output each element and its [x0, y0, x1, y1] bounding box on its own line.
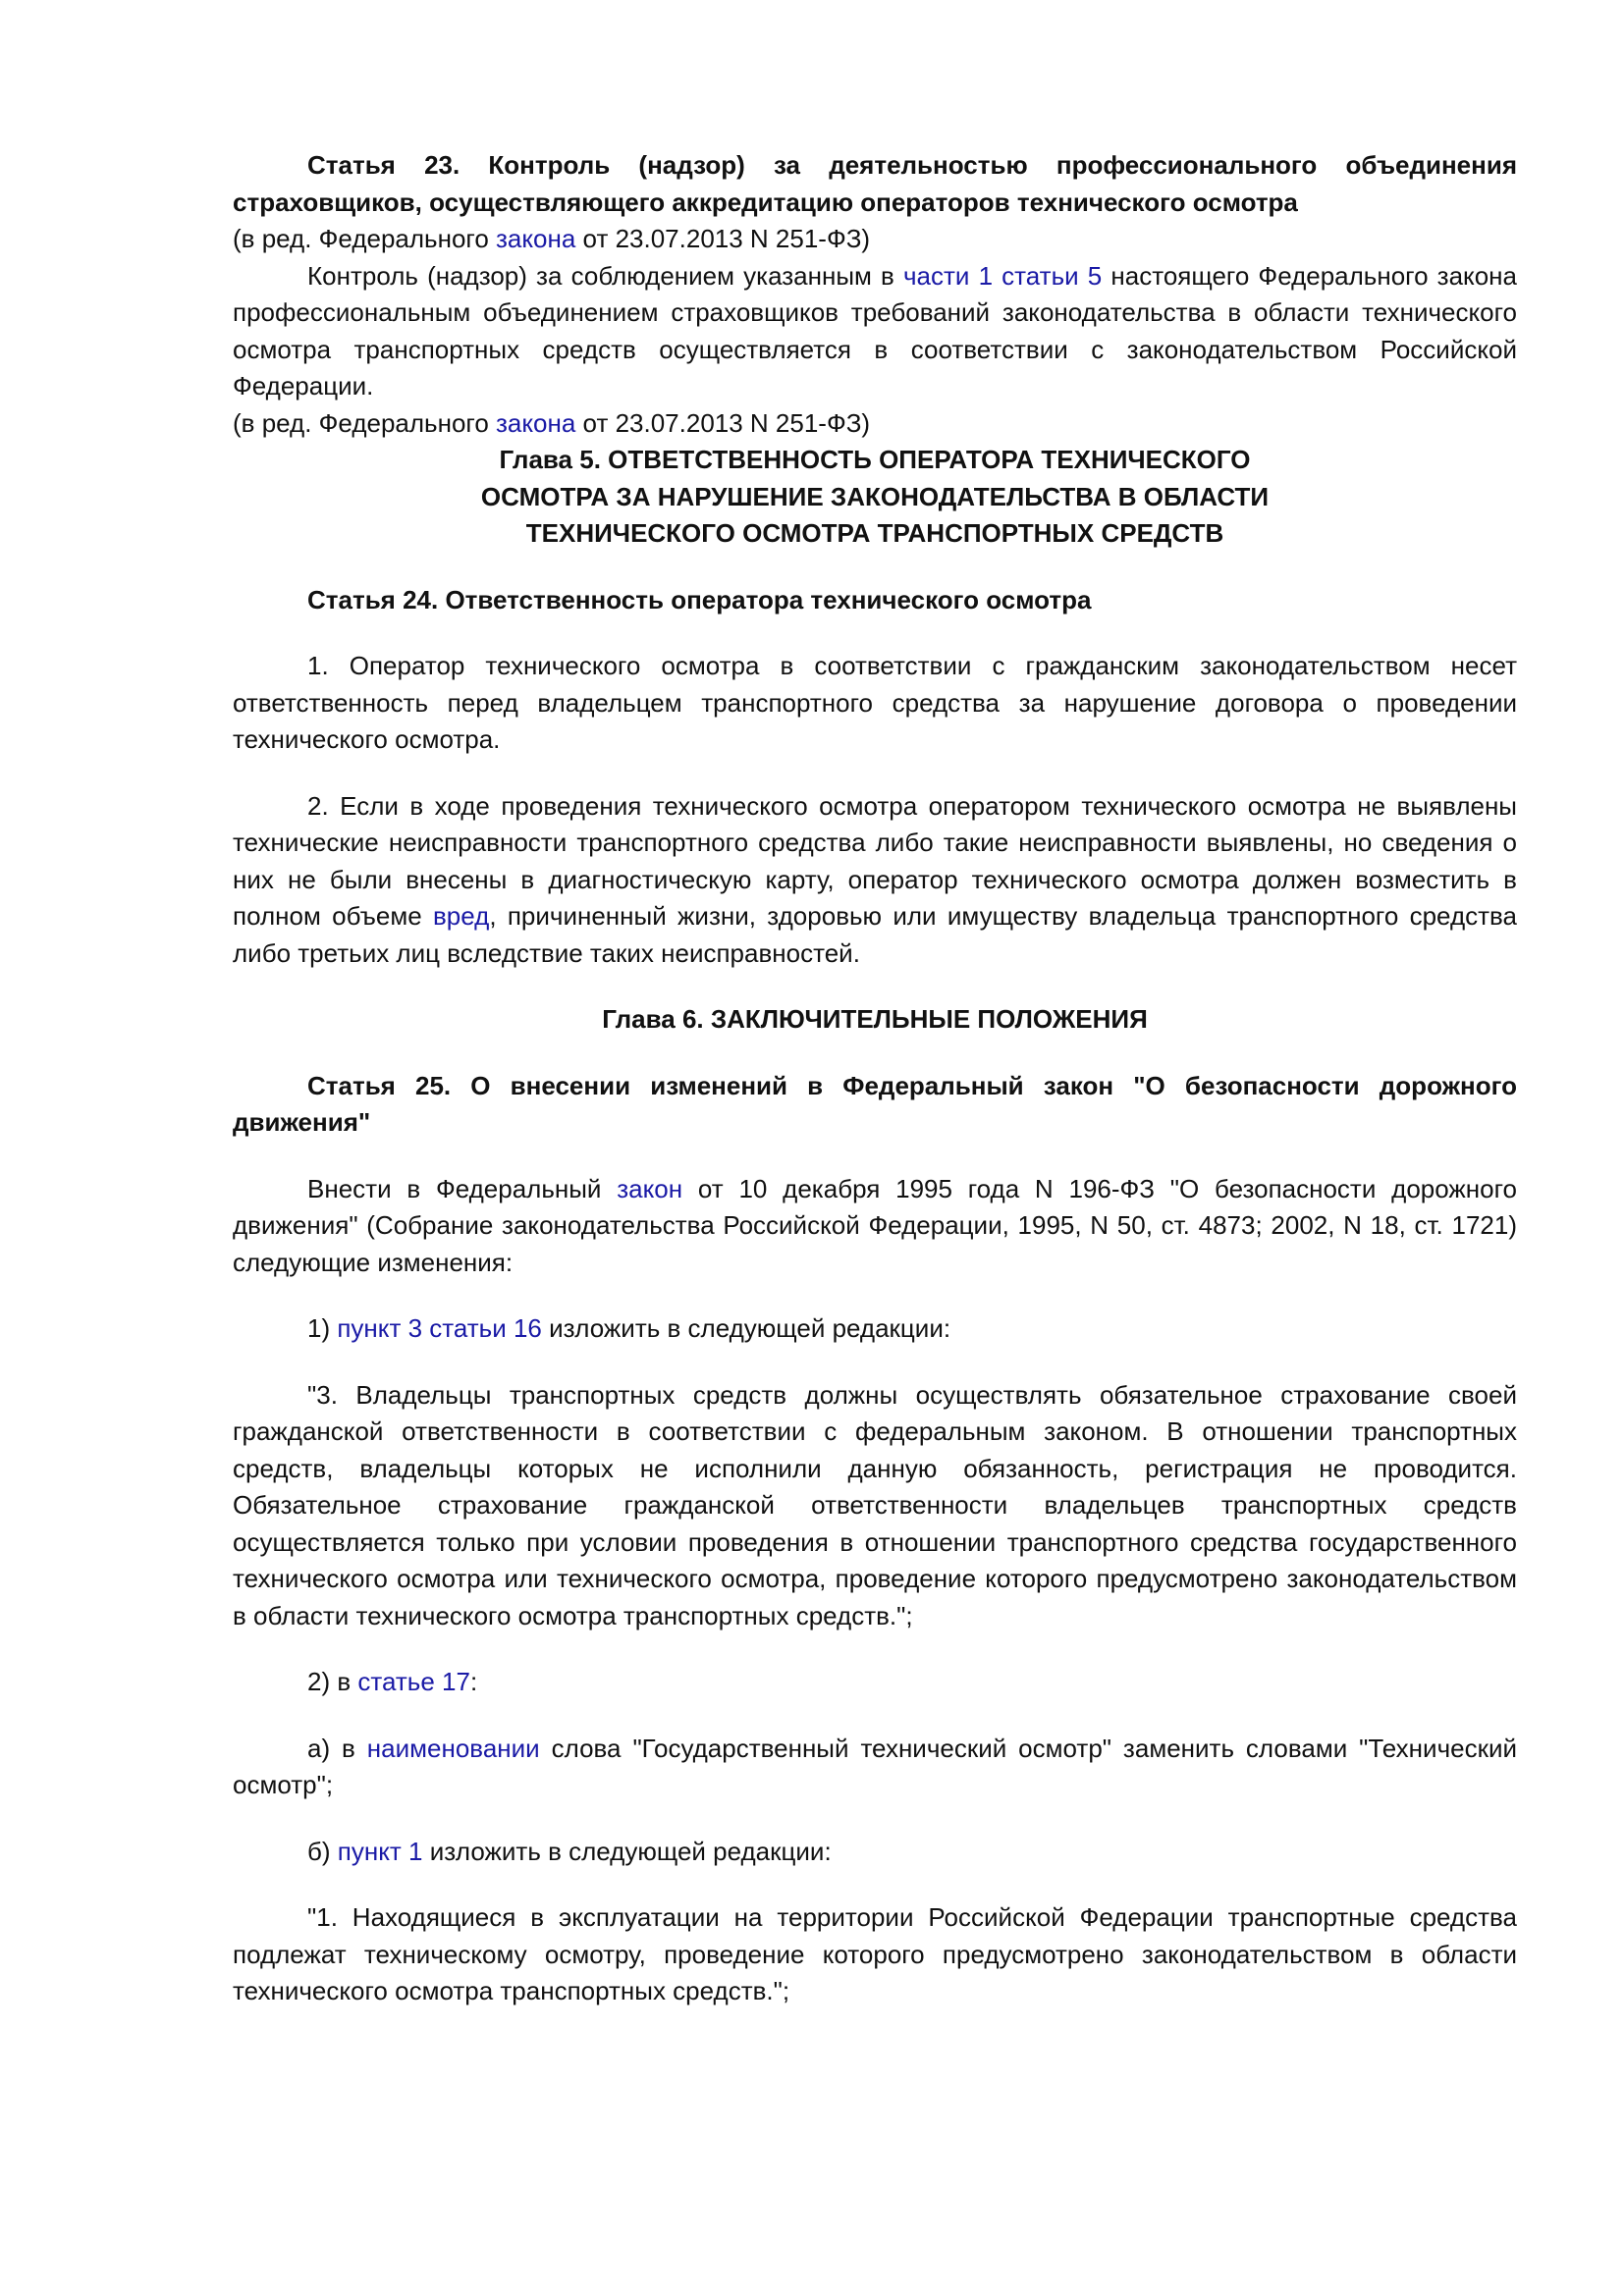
- article-23-title: Статья 23. Контроль (надзор) за деятельностью профессионального объединения страховщиков, осуществляющего аккредитацию операторов технического осмотра: [233, 150, 1517, 217]
- law-link[interactable]: закона: [496, 224, 576, 253]
- law-link[interactable]: закона: [496, 407, 576, 438]
- harm-link[interactable]: вред: [432, 901, 490, 931]
- article-24-paragraph-1: 1. Оператор технического осмотра в соответствии с гражданским законодательством несет ответственность перед владельцем транспортного средства за нарушение договора о проведении технического осмотра.: [233, 651, 1517, 754]
- title-link[interactable]: наименовании: [366, 1733, 540, 1763]
- chapter-5-line-1: Глава 5. ОТВЕТСТВЕННОСТЬ ОПЕРАТОРА ТЕХНИЧЕСКОГО: [499, 445, 1251, 474]
- quote-1: "3. Владельцы транспортных средств должны осуществлять обязательное страхование своей гражданской ответственности в соответствии с федеральным законом. В отношении транспортных средств, владельцы которых не исполнили данную обязанность, регистрация не проводится. Обязательное страхование гражданской ответственности владельцев транспортных средств осуществляется только при условии проведения в отношении транспортного средства государственного технического осмотра или технического осмотра, проведение которого предусмотрено законодательством в области технического осмотра транспортных средств.";: [233, 1379, 1517, 1630]
- article-25-intro: Внести в Федеральный закон от 10 декабря 1995 года N 196-ФЗ "О безопасности дорожного движения" (Собрание законодательства Российской Федерации, 1995, N 50, ст. 4873; 2002, N 18, ст. 1721) следующие изменения:: [233, 1173, 1517, 1277]
- chapter-5-line-2: ОСМОТРА ЗА НАРУШЕНИЕ ЗАКОНОДАТЕЛЬСТВА В ОБЛАСТИ: [480, 481, 1270, 511]
- federal-law-link[interactable]: закон: [617, 1173, 683, 1203]
- quote-2: "1. Находящиеся в эксплуатации на территории Российской Федерации транспортные средства подлежат техническому осмотру, проведение которого предусмотрено законодательством в области технического осмотра транспортных средств.";: [233, 1902, 1517, 2005]
- point-1-link[interactable]: пункт 1: [337, 1836, 423, 1866]
- chapter-5-line-3: ТЕХНИЧЕСКОГО ОСМОТРА ТРАНСПОРТНЫХ СРЕДСТВ: [525, 518, 1224, 548]
- article-24-paragraph-2: 2. Если в ходе проведения технического осмотра оператором технического осмотра не выявлены технические неисправности транспортного средства либо такие неисправности выявлены, но сведения о них не были внесены в диагностическую карту, оператор технического осмотра должен возместить в полном объеме вред, причиненный жизни, здоровью или имуществу владельца транспортного средства либо третьих лиц вследствие таких неисправностей.: [233, 790, 1518, 968]
- point-3-article-16-link[interactable]: пункт 3 статьи 16: [337, 1313, 542, 1343]
- article-17-link[interactable]: статье 17: [357, 1667, 470, 1696]
- document-page: [233, 147, 1517, 2010]
- item-2a: а) в наименовании слова "Государственный технический осмотр" заменить словами "Технический осмотр";: [233, 1733, 1517, 1799]
- part-1-article-5-link[interactable]: части 1 статьи 5: [903, 260, 1103, 291]
- article-25-title: Статья 25. О внесении изменений в Федеральный закон "О безопасности дорожного движения": [233, 1070, 1517, 1137]
- amendment-note: (в ред. Федерального закона от 23.07.2013 N 251-ФЗ): [233, 407, 871, 438]
- article-24-title: Статья 24. Ответственность оператора технического осмотра: [307, 584, 1092, 614]
- chapter-5-heading: [233, 442, 1517, 553]
- item-1: 1) пункт 3 статьи 16 изложить в следующей редакции:: [307, 1313, 951, 1343]
- item-2: 2) в статье 17:: [307, 1667, 478, 1696]
- item-2b: б) пункт 1 изложить в следующей редакции:: [307, 1836, 832, 1866]
- amendment-note: (в ред. Федерального закона от 23.07.2013 N 251-ФЗ): [233, 224, 871, 253]
- chapter-6-heading: Глава 6. ЗАКЛЮЧИТЕЛЬНЫЕ ПОЛОЖЕНИЯ: [602, 1004, 1148, 1034]
- article-23-body: Контроль (надзор) за соблюдением указанным в части 1 статьи 5 настоящего Федерального закона профессиональным объединением страховщиков требований законодательства в области технического осмотра транспортных средств осуществляется в соответствии с законодательством Российской Федерации.: [233, 260, 1518, 400]
